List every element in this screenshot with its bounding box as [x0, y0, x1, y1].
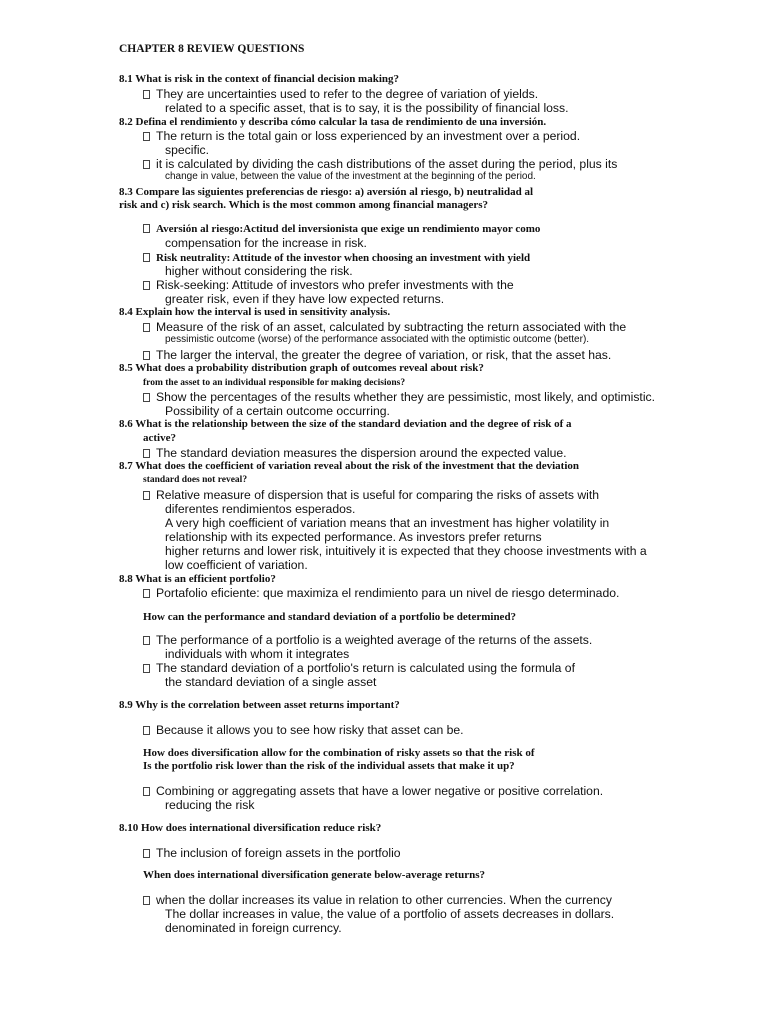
- question-8-1: 8.1 What is risk in the context of financial decision making?: [119, 73, 400, 85]
- answer-text: Combining or aggregating assets that have a lower negative or positive correlation.: [156, 784, 604, 798]
- answer-8-1: [143, 87, 538, 101]
- checkbox-icon: [143, 132, 150, 141]
- answer-8-9b-1: [143, 784, 603, 798]
- answer-continuation: compensation for the increase in risk.: [165, 236, 367, 250]
- answer-continuation: A very high coefficient of variation means that an investment has higher volatility in: [165, 516, 610, 530]
- answer-8-9-1: [143, 723, 464, 737]
- question-8-7-sub: standard does not reveal?: [143, 475, 248, 485]
- answer-8-5-1: [143, 390, 655, 404]
- checkbox-icon: [143, 849, 150, 858]
- answer-8-3-3: [143, 278, 514, 292]
- answer-continuation: pessimistic outcome (worse) of the performance associated with the optimistic outcome (better).: [165, 334, 590, 345]
- checkbox-icon: [143, 726, 150, 735]
- question-8-6-sub: active?: [143, 432, 176, 444]
- answer-text: Show the percentages of the results whether they are pessimistic, most likely, and optimistic.: [156, 390, 656, 404]
- question-8-9b-line1: How does diversification allow for the combination of risky assets so that the risk of: [143, 747, 535, 759]
- answer-text: The return is the total gain or loss experienced by an investment over a period.: [156, 129, 581, 143]
- answer-text: The larger the interval, the greater the degree of variation, or risk, that the asset has.: [156, 348, 612, 362]
- answer-continuation: individuals with whom it integrates: [165, 647, 350, 661]
- answer-text: Aversión al riesgo:Actitud del inversionista que exige un rendimiento mayor como: [156, 223, 541, 235]
- answer-continuation: relationship with its expected performance. As investors prefer returns: [165, 530, 542, 544]
- checkbox-icon: [143, 393, 150, 402]
- answer-text: The inclusion of foreign assets in the portfolio: [156, 846, 401, 860]
- answer-text: The performance of a portfolio is a weighted average of the returns of the assets.: [156, 633, 593, 647]
- answer-text: Because it allows you to see how risky that asset can be.: [156, 723, 464, 737]
- checkbox-icon: [143, 589, 150, 598]
- checkbox-icon: [143, 160, 150, 169]
- question-8-8: 8.8 What is an efficient portfolio?: [119, 573, 276, 585]
- checkbox-icon: [143, 253, 150, 262]
- answer-text: it is calculated by dividing the cash distributions of the asset during the period, plus its: [156, 157, 618, 171]
- answer-continuation: related to a specific asset, that is to say, it is the possibility of financial loss.: [165, 101, 569, 115]
- checkbox-icon: [143, 449, 150, 458]
- question-8-3-line1: 8.3 Compare las siguientes preferencias de riesgo: a) aversión al riesgo, b) neutralidad al: [119, 186, 533, 198]
- question-8-6: 8.6 What is the relationship between the size of the standard deviation and the degree of risk of a: [119, 418, 572, 430]
- question-8-5-sub: from the asset to an individual responsible for making decisions?: [143, 378, 406, 388]
- checkbox-icon: [143, 491, 150, 500]
- question-8-4: 8.4 Explain how the interval is used in sensitivity analysis.: [119, 306, 391, 318]
- answer-continuation: denominated in foreign currency.: [165, 921, 342, 935]
- checkbox-icon: [143, 787, 150, 796]
- answer-continuation: diferentes rendimientos esperados.: [165, 502, 356, 516]
- answer-continuation: higher without considering the risk.: [165, 264, 353, 278]
- checkbox-icon: [143, 664, 150, 673]
- answer-continuation: low coefficient of variation.: [165, 558, 308, 572]
- checkbox-icon: [143, 323, 150, 332]
- answer-text: Relative measure of dispersion that is useful for comparing the risks of assets with: [156, 488, 600, 502]
- checkbox-icon: [143, 224, 150, 233]
- answer-8-4-1: [143, 320, 626, 334]
- answer-text: Risk neutrality: Attitude of the investor when choosing an investment with yield: [156, 252, 531, 264]
- question-8-9b-line2: Is the portfolio risk lower than the risk of the individual assets that make it up?: [143, 760, 515, 772]
- answer-8-2-2: [143, 157, 617, 171]
- checkbox-icon: [143, 281, 150, 290]
- answer-text: Risk-seeking: Attitude of investors who prefer investments with the: [156, 278, 514, 292]
- checkbox-icon: [143, 636, 150, 645]
- answer-continuation: change in value, between the value of the investment at the beginning of the period.: [165, 171, 536, 182]
- answer-8-6-1: [143, 446, 567, 460]
- question-8-5: 8.5 What does a probability distribution graph of outcomes reveal about risk?: [119, 362, 484, 374]
- answer-continuation: reducing the risk: [165, 798, 255, 812]
- answer-8-8b-2: [143, 661, 575, 675]
- question-8-7: 8.7 What does the coefficient of variation reveal about the risk of the investment that the deviation: [119, 460, 580, 472]
- checkbox-icon: [143, 896, 150, 905]
- answer-8-3-2: [143, 251, 530, 265]
- question-8-2: 8.2 Defina el rendimiento y describa cómo calcular la tasa de rendimiento de una inversión.: [119, 116, 547, 128]
- answer-text: when the dollar increases its value in relation to other currencies. When the currency: [156, 893, 612, 907]
- page-title: CHAPTER 8 REVIEW QUESTIONS: [119, 43, 305, 55]
- checkbox-icon: [143, 90, 150, 99]
- answer-8-7-1: [143, 488, 599, 502]
- question-8-9: 8.9 Why is the correlation between asset returns important?: [119, 699, 400, 711]
- question-8-3-line2: risk and c) risk search. Which is the most common among financial managers?: [119, 199, 489, 211]
- answer-continuation: Possibility of a certain outcome occurring.: [165, 404, 390, 418]
- answer-8-8-1: [143, 586, 619, 600]
- answer-8-4-2: [143, 348, 611, 362]
- answer-text: Measure of the risk of an asset, calculated by subtracting the return associated with the: [156, 320, 627, 334]
- question-8-8b: How can the performance and standard deviation of a portfolio be determined?: [143, 611, 517, 623]
- answer-text: They are uncertainties used to refer to the degree of variation of yields.: [156, 87, 539, 101]
- answer-8-3-1: [143, 222, 540, 236]
- answer-continuation: specific.: [165, 143, 210, 157]
- answer-continuation: The dollar increases in value, the value of a portfolio of assets decreases in dollars.: [165, 907, 615, 921]
- answer-continuation: higher returns and lower risk, intuitively it is expected that they choose investments with a: [165, 544, 647, 558]
- answer-text: The standard deviation of a portfolio's return is calculated using the formula of: [156, 661, 575, 675]
- answer-text: The standard deviation measures the dispersion around the expected value.: [156, 446, 567, 460]
- answer-8-10-1: [143, 846, 401, 860]
- question-8-10: 8.10 How does international diversification reduce risk?: [119, 822, 382, 834]
- answer-8-2-1: [143, 129, 580, 143]
- answer-continuation: the standard deviation of a single asset: [165, 675, 377, 689]
- answer-text: Portafolio eficiente: que maximiza el rendimiento para un nivel de riesgo determinado.: [156, 586, 620, 600]
- answer-8-10b-1: [143, 893, 612, 907]
- answer-8-8b-1: [143, 633, 592, 647]
- checkbox-icon: [143, 351, 150, 360]
- answer-continuation: greater risk, even if they have low expected returns.: [165, 292, 445, 306]
- question-8-10b: When does international diversification generate below-average returns?: [143, 869, 485, 881]
